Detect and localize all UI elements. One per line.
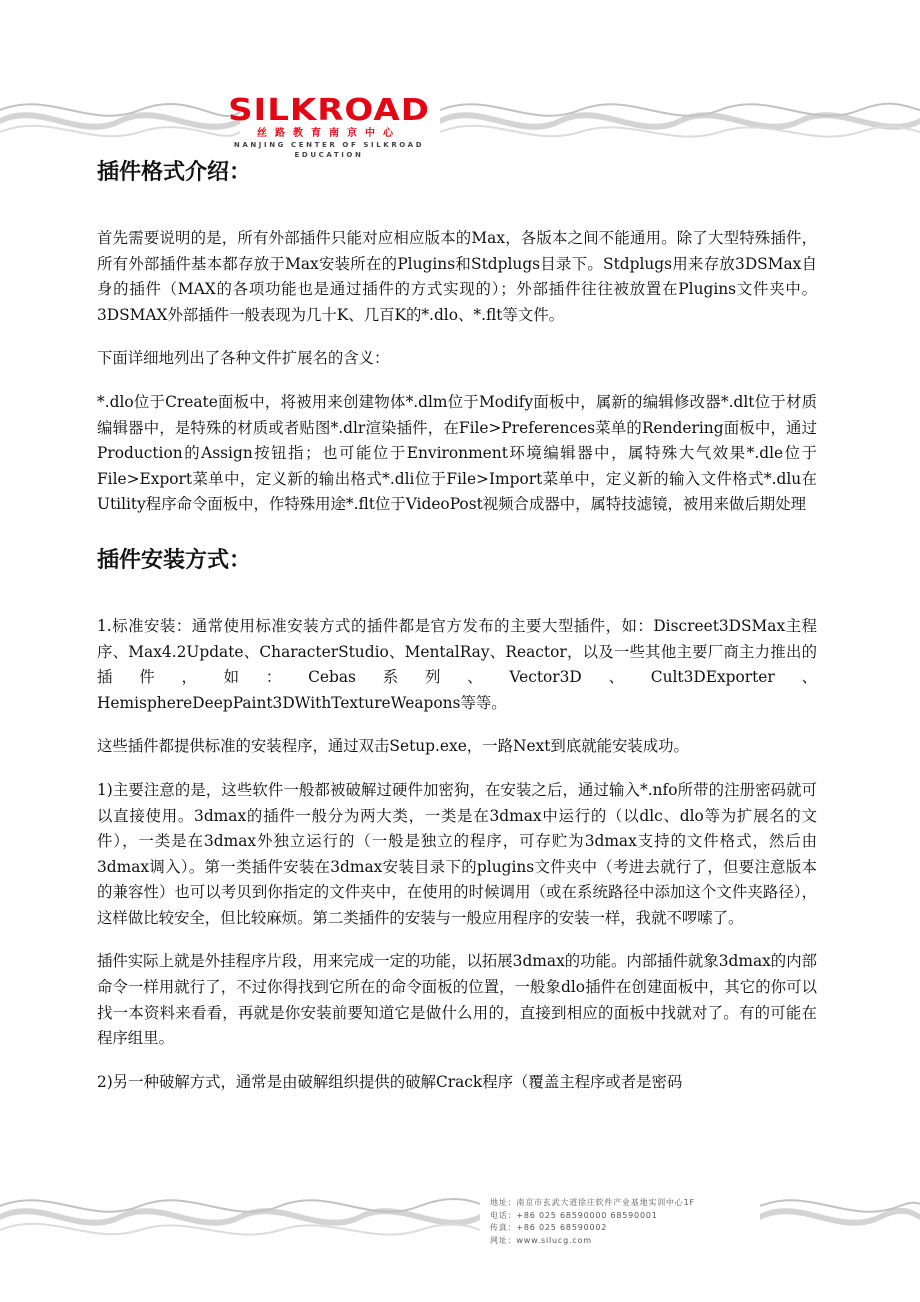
paragraph-standard-install: 1.标准安装：通常使用标准安装方式的插件都是官方发布的主要大型插件，如：Discreet3DSMax主程序、Max4.2Update、CharacterStudio、MentalRay、Reactor，以及一些其他主要厂商主力推出的插件，如：Cebas系列、Vector3D、Cult3DExporter、HemisphereDeepPaint3DWithTextureWeapons等等。 xyxy=(97,616,817,712)
footer-fax: 传真：+86 025 68590002 xyxy=(490,1223,608,1232)
logo-english-subtitle: NANJING CENTER OF SILKROAD EDUCATION xyxy=(233,141,425,159)
paragraph-extension-lead: 下面详细地列出了各种文件扩展名的含义： xyxy=(97,349,390,368)
paragraph-note-2: 2)另一种破解方式，通常是由破解组织提供的破解Crack程序（覆盖主程序或者是密码 xyxy=(97,1072,683,1091)
footer-website: 网址：www.silucg.com xyxy=(490,1235,592,1245)
silkroad-logo xyxy=(222,92,436,159)
paragraph-setup: 这些插件都提供标准的安装程序，通过双击Setup.exe，一路Next到底就能安装成功。 xyxy=(97,737,689,756)
logo-chinese-subtitle: 丝路教育南京中心 xyxy=(257,128,401,139)
paragraph-intro: 首先需要说明的是，所有外部插件只能对应相应版本的Max，各版本之间不能通用。除了大型特殊插件，所有外部插件基本都存放于Max安装所在的Plugins和Stdplugs目录下。Stdplugs用来存放3DSMax自身的插件（MAX的各项功能也是通过插件的方式实现的）；外部插件往往被放置在Plugins文件夹中。3DSMAX外部插件一般表现为几十K、几百K的*.dlo、*.flt等文件。 xyxy=(97,229,817,324)
section-heading-install: 插件安装方式： xyxy=(97,547,252,573)
footer-phone: 电话：+86 025 68590000 68590001 xyxy=(490,1210,658,1220)
logo-wordmark: SILKROAD xyxy=(228,92,430,128)
header-wave-decoration xyxy=(0,88,920,150)
paragraph-note-1: 1)主要注意的是，这些软件一般都被破解过硬件加密狗，在安装之后，通过输入*.nfo所带的注册密码就可以直接使用。3dmax的插件一般分为两大类，一类是在3dmax中运行的（以dlc、dlo等为扩展名的文件），一类是在3dmax外独立运行的（一般是独立的程序，可存贮为3dmax支持的文件格式，然后由3dmax调入）。第一类插件安装在3dmax安装目录下的plugins文件夹中（考进去就行了，但要注意版本的兼容性）也可以考贝到你指定的文件夹中，在使用的时候调用（或在系统路径中添加这个文件夹路径），这样做比较安全，但比较麻烦。第二类插件的安装与一般应用程序的安装一样，我就不啰嗦了。 xyxy=(97,780,817,927)
document-body xyxy=(97,158,817,1095)
paragraph-extension-list: *.dlo位于Create面板中，将被用来创建物体*.dlm位于Modify面板中，属新的编辑修改器*.dlt位于材质编辑器中，是特殊的材质或者贴图*.dlr渲染插件，在File>Preferences菜单的Rendering面板中，通过Production的Assign按钮指；也可能位于Environment环境编辑器中，属特殊大气效果*.dle位于File>Export菜单中，定义新的输出格式*.dli位于File>Import菜单中，定义新的输入文件格式*.dlu在Utility程序命令面板中，作特殊用途*.flt位于VideoPost视频合成器中，属特技滤镜，被用来做后期处理 xyxy=(97,392,817,514)
footer-address: 地址：南京市玄武大道徐庄软件产业基地实训中心1F xyxy=(490,1198,695,1207)
footer-contact xyxy=(490,1197,910,1247)
paragraph-plugin-explain: 插件实际上就是外挂程序片段，用来完成一定的功能，以拓展3dmax的功能。内部插件就象3dmax的内部命令一样用就行了，不过你得找到它所在的命令面板的位置，一般象dlo插件在创建面板中，其它的你可以找一本资料来看看，再就是你安装前要知道它是做什么用的，直接到相应的面板中找就对了。有的可能在程序组里。 xyxy=(97,952,817,1048)
section-heading-format: 插件格式介绍： xyxy=(97,160,252,185)
